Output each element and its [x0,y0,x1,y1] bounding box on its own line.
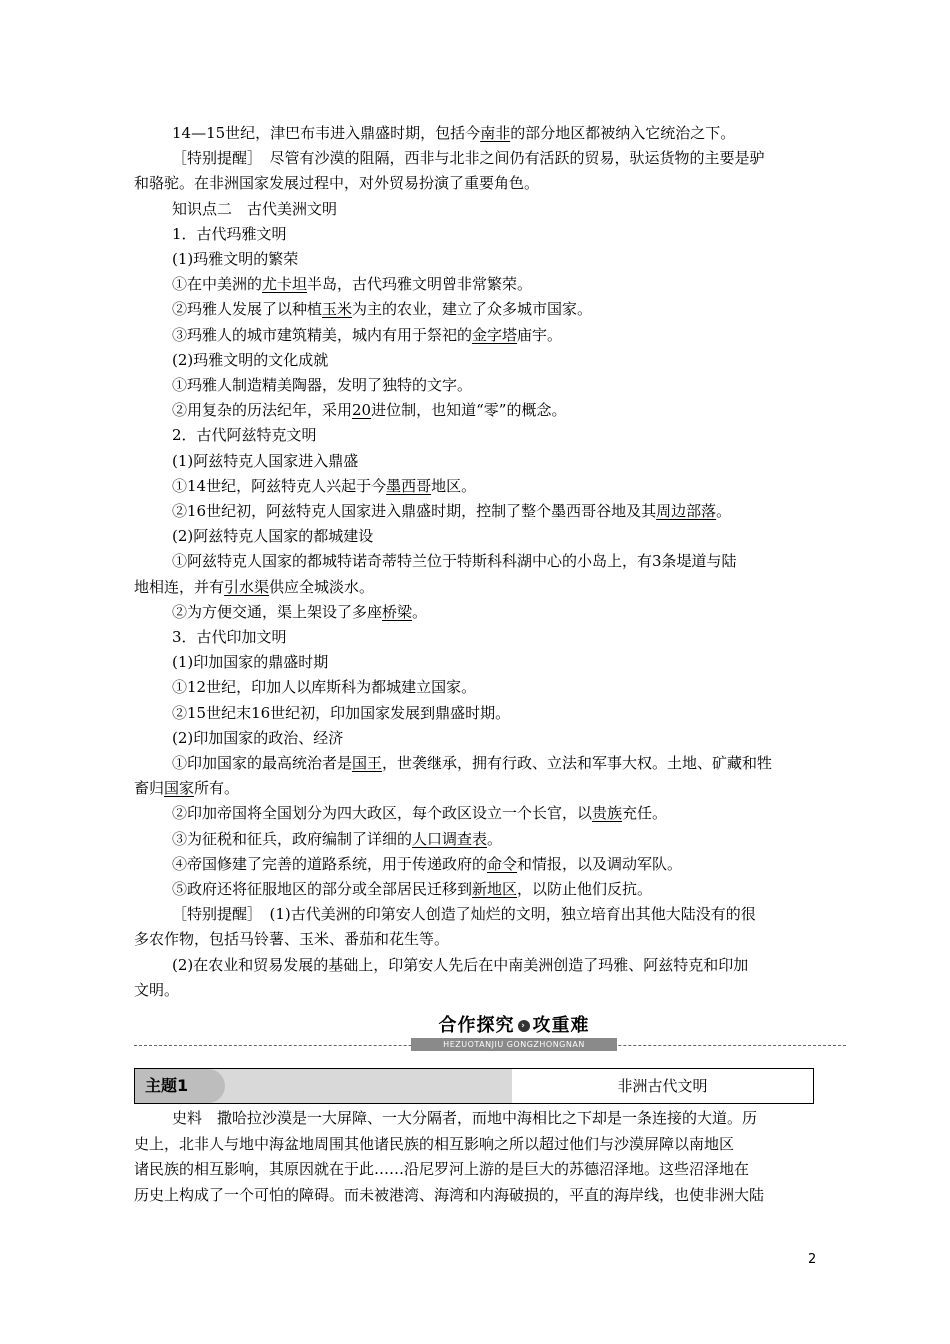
text-line [172,224,287,244]
text-segment: 14—15世纪，津巴布韦进入鼎盛时期，包括今 [172,124,481,142]
banner-title-left: 合作探究 [438,1015,515,1036]
underlined-answer: 金字塔 [472,325,518,344]
text-line [172,854,682,874]
text-line [172,602,427,622]
text-segment: ①阿兹特克人国家的都城特诺奇蒂特兰位于特斯科科湖中心的小岛上，有3条堤道与陆 [172,552,737,571]
text-line [172,375,472,395]
text-segment: 。 [412,602,428,621]
underlined-answer: 新地区 [472,880,518,898]
text-segment: 和情报，以及调动军队。 [517,854,683,873]
text-line [134,778,239,798]
text-line [172,299,592,319]
text-line [172,829,502,849]
text-line [172,476,476,496]
text-segment: ②玛雅人发展了以种植 [172,300,323,319]
text-line [172,325,562,345]
text-line [172,123,735,143]
text-line [172,803,667,823]
text-segment: 。 [716,502,732,520]
text-segment: 多农作物，包括马铃薯、玉米、番茄和花生等。 [134,930,450,949]
underlined-answer: 尤卡坦 [262,275,308,294]
underlined-answer: 墨西哥 [386,476,432,495]
underlined-answer: 国王 [352,754,383,772]
text-segment: (1)印加国家的鼎盛时期 [172,653,329,672]
text-segment: 供应全城淡水。 [269,577,375,596]
banner-title-right: 攻重难 [532,1015,590,1036]
topic-header [134,1068,814,1104]
text-segment: 地区。 [431,476,477,495]
text-line [172,148,765,168]
text-line [172,501,731,521]
text-segment: (2)阿兹特克人国家的都城建设 [172,527,374,546]
text-line [134,173,539,193]
underlined-answer: 周边部落 [656,502,717,520]
text-segment: ①14世纪，阿兹特克人兴起于今 [172,476,387,495]
text-segment: 畜归 [134,779,165,798]
text-line [172,526,373,546]
text-line [172,400,566,420]
text-segment: ②16世纪初，阿兹特克人国家进入鼎盛时期，控制了整个墨西哥谷地及其 [172,502,657,520]
text-segment: ①印加国家的最高统治者是 [172,754,353,772]
text-segment: ［特别提醒］ 尽管有沙漠的阻隔，西非与北非之间仍有活跃的贸易，驮运货物的主要是驴 [172,149,765,168]
text-segment: ③玛雅人的城市建筑精美，城内有用于祭祀的 [172,325,473,344]
text-line [172,728,343,748]
text-segment: ②15世纪末16世纪初，印加国家发展到鼎盛时期。 [172,703,511,722]
text-line [172,551,737,571]
text-segment: 地相连，并有 [134,577,225,596]
text-line [134,577,374,597]
text-segment: 充任。 [622,804,668,823]
text-line [172,425,317,445]
text-segment: ②印加帝国将全国划分为四大政区，每个政区设立一个长官，以 [172,804,593,823]
text-segment: ②为方便交通，渠上架设了多座 [172,602,383,621]
underlined-answer: 南非 [480,124,511,142]
text-segment: ⑤政府还将征服地区的部分或全部居民迁移到 [172,880,473,898]
text-line [172,753,772,773]
page-number: 2 [808,1252,817,1267]
text-segment: 知识点二 古代美洲文明 [172,199,338,218]
topic-tab [135,1069,512,1103]
text-segment: ，世袭继承，拥有行政、立法和军事大权。土地、矿藏和牲 [382,754,773,772]
text-segment: ①在中美洲的 [172,275,263,294]
text-segment: ④帝国修建了完善的道路系统，用于传递政府的 [172,854,488,873]
underlined-answer: 20 [352,401,372,420]
text-line [172,274,532,294]
text-segment: 文明。 [134,980,180,999]
text-line [172,652,328,672]
underlined-answer: 人口调查表 [412,829,488,848]
text-line [172,904,756,924]
text-segment: 历史上构成了一个可怕的障碍。而未被港湾、海湾和内海破损的，平直的海岸线，也使非洲大陆 [134,1185,765,1204]
text-segment: 为主的农业，建立了众多城市国家。 [352,300,593,319]
chevron-right-icon: › [518,1020,530,1032]
text-segment: 和骆驼。在非洲国家发展过程中，对外贸易扮演了重要角色。 [134,174,540,193]
text-segment: ，以防止他们反抗。 [517,880,653,898]
text-line [172,451,358,471]
text-line [134,1134,734,1154]
text-segment: (1)玛雅文明的繁荣 [172,250,299,268]
text-segment: ③为征税和征兵，政府编制了详细的 [172,829,413,848]
text-segment: 所有。 [194,779,240,798]
text-segment: 庙宇。 [517,325,563,344]
text-segment: 史上，北非人与地中海盆地周围其他诸民族的相互影响之所以超过他们与沙漠屏障以南地区 [134,1134,735,1153]
text-segment: 半岛，古代玛雅文明曾非常繁荣。 [307,275,533,294]
text-line [134,1159,749,1179]
text-segment: 1．古代玛雅文明 [172,224,287,243]
section-banner [134,1015,846,1051]
text-segment: 3．古代印加文明 [172,628,287,646]
underlined-answer: 引水渠 [224,577,270,596]
text-segment: ［特别提醒］ (1)古代美洲的印第安人创造了灿烂的文明，独立培育出其他大陆没有的很 [172,905,756,924]
underlined-answer: 玉米 [322,300,353,319]
underlined-answer: 命令 [487,854,518,873]
text-segment: (2)印加国家的政治、经济 [172,728,344,747]
text-segment: (1)阿兹特克人国家进入鼎盛 [172,451,359,470]
text-line [172,879,652,899]
text-segment: 的部分地区都被纳入它统治之下。 [510,124,736,142]
text-line [172,199,337,219]
text-line [172,350,328,370]
text-line [172,1108,757,1128]
banner-title [419,1015,609,1037]
text-segment: 史料 撒哈拉沙漠是一大屏障、一大分隔者，而地中海相比之下却是一条连接的大道。历 [172,1109,758,1127]
topic-title: 非洲古代文明 [617,1077,708,1095]
text-segment: 2．古代阿兹特克文明 [172,426,317,445]
text-segment: 。 [487,829,503,848]
text-line [134,980,179,1000]
underlined-answer: 贵族 [592,804,623,823]
topic-label: 主题1 [135,1069,225,1103]
banner-pinyin: HEZUOTANJIU GONGZHONGNAN [411,1038,617,1051]
text-line [172,703,510,723]
text-segment: ②用复杂的历法纪年，采用 [172,401,353,420]
text-line [172,627,287,647]
underlined-answer: 桥梁 [382,602,413,621]
text-line [172,677,476,697]
text-line [134,1185,764,1205]
text-segment: (2)玛雅文明的文化成就 [172,350,329,369]
text-segment: 进位制，也知道“零”的概念。 [371,401,567,420]
underlined-answer: 国家 [164,779,195,798]
text-segment: (2)在农业和贸易发展的基础上，印第安人先后在中南美洲创造了玛雅、阿兹特克和印加 [172,955,749,974]
text-segment: 诸民族的相互影响，其原因就在于此……沿尼罗河上游的是巨大的苏德沼泽地。这些沼泽地在 [134,1160,750,1178]
text-line [172,249,298,269]
text-segment: ①玛雅人制造精美陶器，发明了独特的文字。 [172,376,473,394]
text-line [172,955,748,975]
text-line [134,929,449,949]
text-segment: ①12世纪，印加人以库斯科为都城建立国家。 [172,678,477,697]
